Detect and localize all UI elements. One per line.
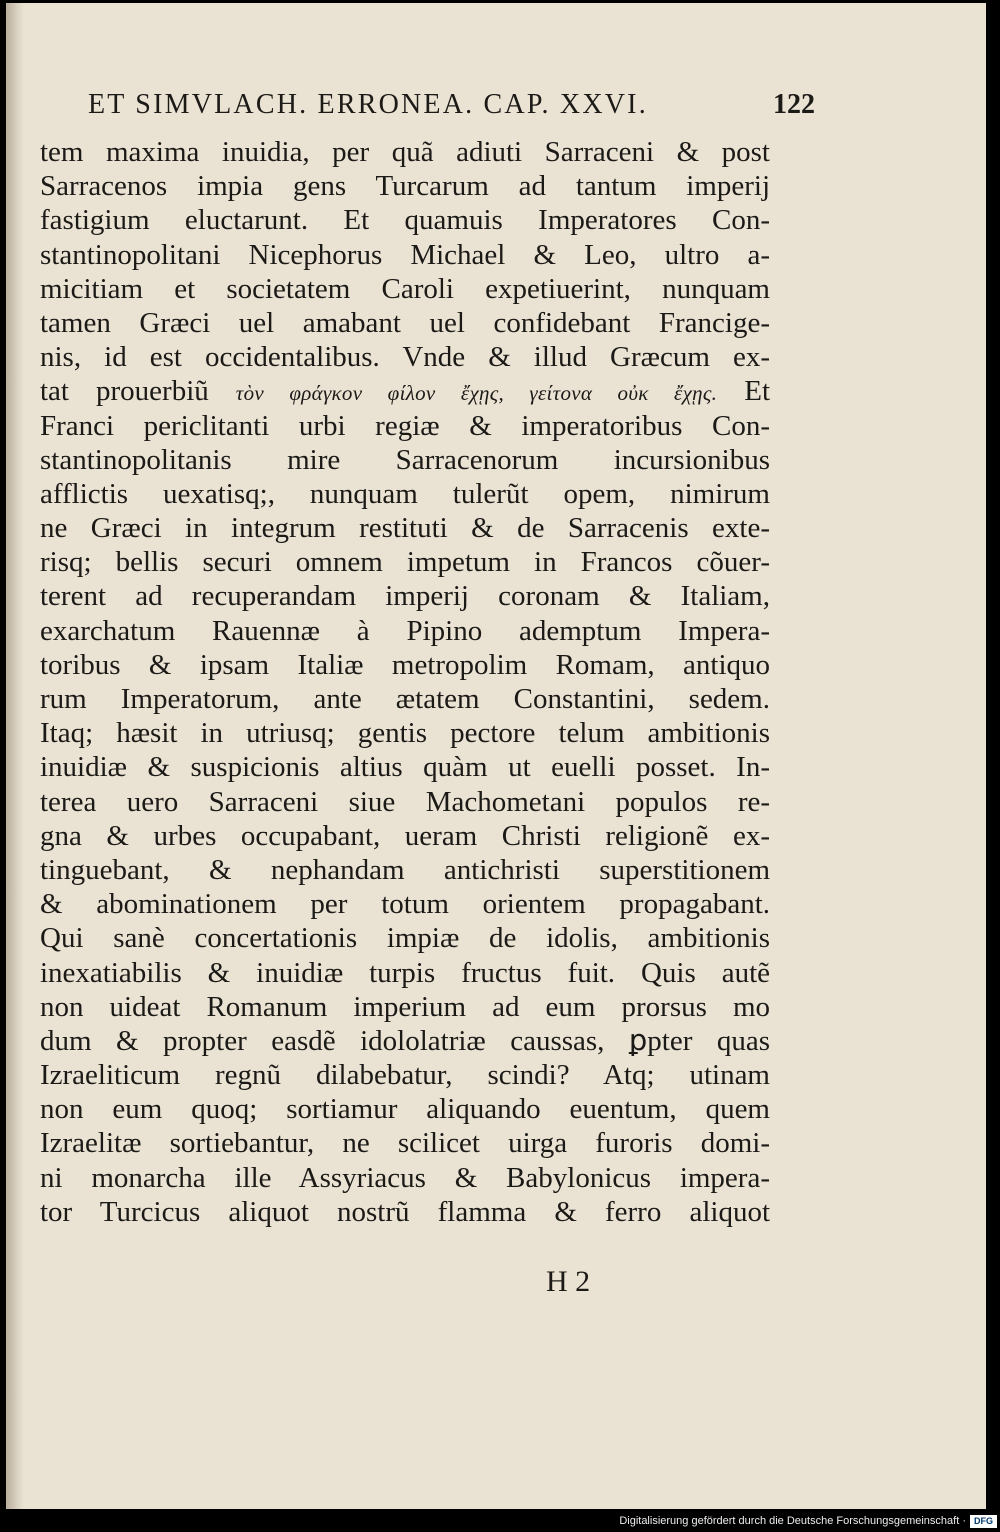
text-line: afflictis uexatisq;, nunquam tulerũt opem, nimirum: [40, 477, 770, 510]
text-line: nis, id est occidentalibus. Vnde & illud Græcum ex-: [40, 341, 770, 374]
text-line: tem maxima inuidia, per quã adiuti Sarraceni & post: [40, 136, 770, 168]
text-line: Izraelitæ sortiebantur, ne scilicet uirga furoris domi-: [40, 1127, 770, 1160]
text-line: fastigium eluctarunt. Et quamuis Imperatores Con-: [40, 204, 770, 237]
text-line: Sarracenos impia gens Turcarum ad tantum imperij: [40, 170, 770, 203]
text-line: non eum quoq; sortiamur aliquando euentum, quem: [40, 1093, 770, 1126]
text-line: non uideat Romanum imperium ad eum prorsus mo: [40, 990, 770, 1023]
text-line-end: Et: [744, 375, 771, 408]
text-line: inexatiabilis & inuidiæ turpis fructus fuit. Quis autẽ: [40, 956, 770, 989]
text-line: tamen Græci uel amabant uel confidebant Francige-: [40, 306, 770, 339]
text-line: dum & propter easdẽ idololatriæ caussas, ꝑpter quas: [40, 1024, 770, 1057]
text-line: rum Imperatorum, ante ætatem Constantini, sedem.: [40, 683, 770, 715]
text-line: Itaq; hæsit in utriusq; gentis pectore telum ambitionis: [40, 717, 770, 750]
text-line: tor Turcicus aliquot nostrũ flamma & ferro aliquot: [40, 1195, 770, 1228]
book-page: [6, 3, 986, 1509]
text-line: terea uero Sarraceni siue Machometani populos re-: [40, 785, 770, 818]
text-line: toribus & ipsam Italiæ metropolim Romam, antiquo: [40, 648, 770, 681]
body-text: [40, 135, 770, 1229]
text-line: Qui sanè concertationis impiæ de idolis, ambitionis: [40, 922, 770, 955]
page-number: 122: [773, 89, 815, 120]
page-gutter-shadow: [6, 3, 24, 1509]
text-line: terent ad recuperandam imperij coronam & Italiam,: [40, 580, 770, 613]
text-line: exarchatum Rauennæ à Pipino ademptum Impera-: [40, 614, 770, 647]
text-line: ni monarcha ille Assyriacus & Babylonicus impera-: [40, 1161, 770, 1194]
greek-proverb: τὸν φράγκον φίλον ἔχῃς, γείτονα οὐκ ἔχῃς.: [235, 381, 718, 406]
text-line: Franci periclitanti urbi regiæ & imperatoribus Con-: [40, 409, 770, 442]
text-line: micitiam et societatem Caroli expetiuerint, nunquam: [40, 272, 770, 305]
funding-credit: Digitalisierung gefördert durch die Deutsche Forschungsgemeinschaft ·: [619, 1515, 966, 1527]
text-line: risq; bellis securi omnem impetum in Francos cõuer-: [40, 546, 770, 579]
text-line: stantinopolitanis mire Sarracenorum incursionibus: [40, 443, 770, 476]
text-line: ne Græci in integrum restituti & de Sarracenis exte-: [40, 512, 770, 545]
text-line: inuidiæ & suspicionis altius quàm ut euelli posset. In-: [40, 751, 770, 784]
text-line: tinguebant, & nephandam antichristi superstitionem: [40, 853, 770, 886]
text-line: stantinopolitani Nicephorus Michael & Leo, ultro a-: [40, 238, 770, 271]
text-line: & abominationem per totum orientem propagabant.: [40, 888, 770, 921]
page-header: [66, 89, 966, 129]
text-line-with-greek: [40, 374, 770, 408]
text-line-start: tat prouerbiũ: [40, 375, 209, 408]
digitization-footer: [0, 1512, 1000, 1532]
running-head: ET SIMVLACH. ERRONEA. CAP. XXVI.: [88, 89, 648, 120]
text-line: gna & urbes occupabant, ueram Christi religionẽ ex-: [40, 819, 770, 852]
dfg-logo: DFG: [970, 1515, 997, 1528]
signature-mark: H 2: [546, 1265, 591, 1298]
text-line: Izraeliticum regnũ dilabebatur, scindi? Atq; utinam: [40, 1059, 770, 1092]
